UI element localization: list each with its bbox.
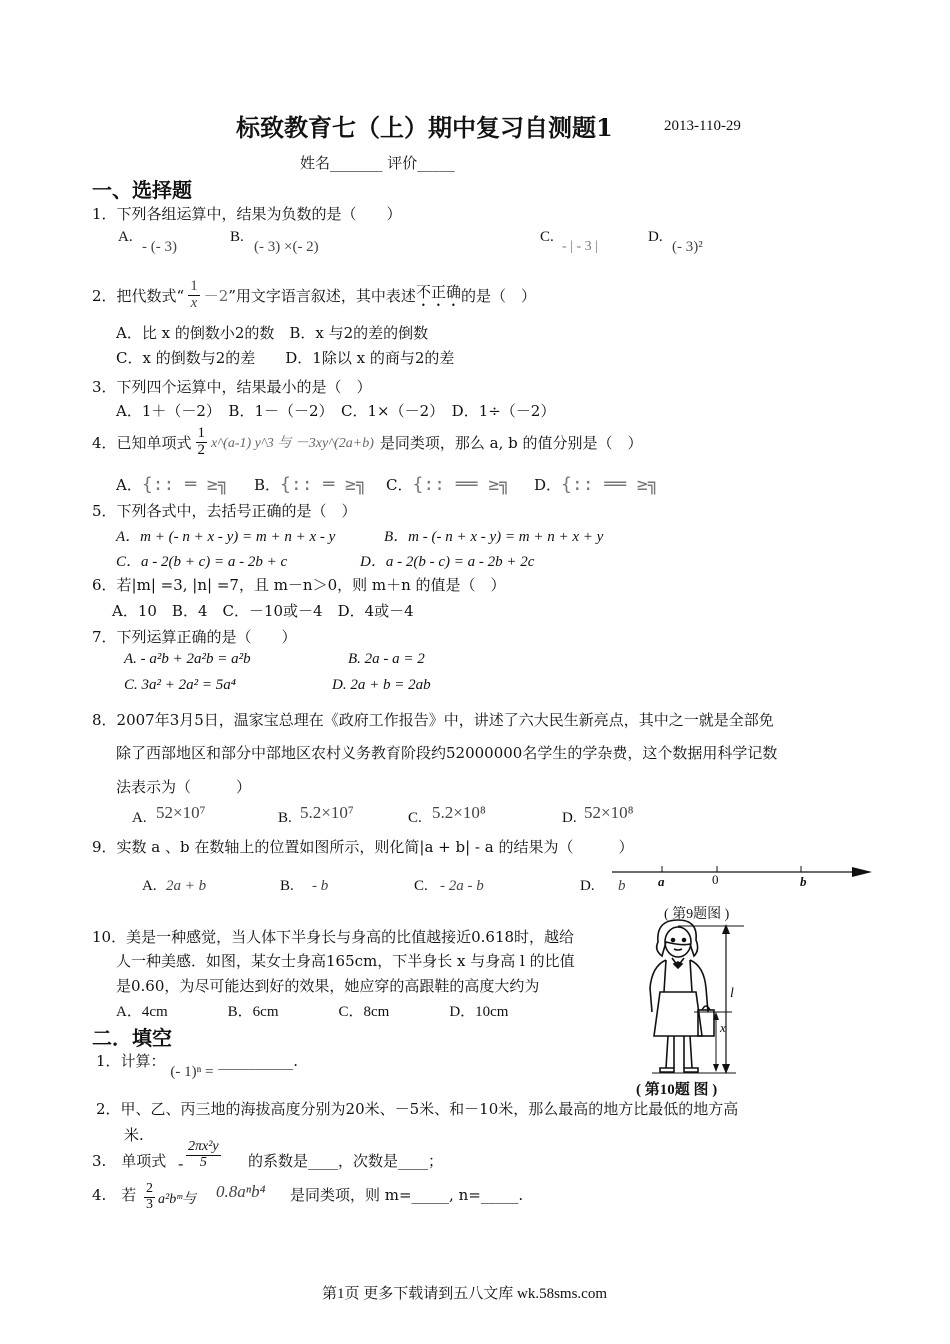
fill-q3-post: 的系数是____，次数是____； xyxy=(248,1152,444,1170)
q7-option-b: B. 2a - a = 2 xyxy=(348,651,425,667)
q8-expr-c: 5.2×10⁸ xyxy=(432,803,486,822)
q9-expr-a: 2a + b xyxy=(166,878,207,894)
q8-option-b: B. xyxy=(278,810,292,826)
number-line-figure xyxy=(600,858,880,898)
q1-option-c: C. xyxy=(540,229,554,245)
q10-options: A．4cm B．6cm C．8cm D．10cm xyxy=(116,1004,509,1020)
q8-expr-a: 52×10⁷ xyxy=(156,803,206,822)
q8-line3: 法表示为（ ） xyxy=(116,778,252,796)
q1-stem: 1．下列各组运算中，结果为负数的是（ ） xyxy=(92,205,402,223)
q5-option-c: C．a - 2(b + c) = a - 2b + c xyxy=(116,554,288,570)
q4-fraction: $\frac{1}{2}$ xyxy=(197,425,206,458)
q4-option-b: B．{:: ═ ≥╗ xyxy=(254,474,367,495)
q5-stem: 5．下列各式中，去括号正确的是（ ） xyxy=(92,502,357,520)
q1-expr-b: (- 3) ×(- 2) xyxy=(254,239,319,255)
q9-expr-d: b xyxy=(618,878,626,894)
q4-option-d: D．{:: ══ ≥╗ xyxy=(534,474,659,495)
q9-stem: 9．实数 a 、b 在数轴上的位置如图所示，则化简|a + b| - a 的结果为（ ） xyxy=(92,838,634,856)
fill-q4-pre: 4. 若 xyxy=(92,1186,137,1204)
q1-expr-c: - | - 3 | xyxy=(562,239,598,254)
fill-q3-fraction: $\frac{\text{2πx²y}}{5}$ xyxy=(188,1139,219,1170)
q7-stem: 7．下列运算正确的是（ ） xyxy=(92,628,297,646)
number-line-label-a: a xyxy=(658,874,665,889)
q8-line1: 8．2007年3月5日，温家宝总理在《政府工作报告》中，讲述了六大民生新亮点，其中之一就是全部免 xyxy=(92,711,774,729)
name-field-label: 姓名_______ xyxy=(300,154,383,172)
q8-expr-d: 52×10⁸ xyxy=(584,803,634,822)
q6-stem: 6．若|m| =3, |n| =7，且 m－n＞0，则 m＋n 的值是（ ） xyxy=(92,576,506,594)
q8-option-d: D. xyxy=(562,810,577,826)
number-line-label-zero: 0 xyxy=(712,872,719,887)
q4-stem: 4．已知单项式 $\frac{1}{2}$ x^(a-1) y^3 与 －3xy^(2a+b) 是同类项，那么 a, b 的值分别是（ ） xyxy=(92,425,643,458)
fig10-label-l: l xyxy=(730,986,734,1001)
q1-option-d: D. xyxy=(648,229,663,245)
q2-options-line1: A．比 x 的倒数小2的数 B．x 与2的差的倒数 xyxy=(116,324,429,342)
q10-line2: 人一种美感．如图，某女士身高165cm，下半身长 x 与身高 l 的比值 xyxy=(116,952,575,970)
q1-option-b: B. xyxy=(230,229,244,245)
q4-option-c: C．{:: ══ ≥╗ xyxy=(386,474,511,495)
q9-option-c: C. xyxy=(414,878,428,894)
q8-option-c: C. xyxy=(408,810,422,826)
q9-option-d: D. xyxy=(580,878,595,894)
fill-q4-term2: 0.8aⁿb⁴ xyxy=(216,1182,266,1201)
q10-line1: 10．美是一种感觉，当人体下半身长与身高的比值越接近0.618时，越给 xyxy=(92,928,575,946)
q1-expr-a: - (- 3) xyxy=(142,239,177,255)
fill-q4-fraction: $\frac{2}{3}$ xyxy=(146,1181,153,1212)
q6-options: A．10 B．4 C．－10或－4 D．4或－4 xyxy=(112,602,414,620)
q9-expr-b: - b xyxy=(312,878,329,894)
q3-stem: 3．下列四个运算中，结果最小的是（ ） xyxy=(92,378,372,396)
q2-options-line2: C．x 的倒数与2的差 D．1除以 x 的商与2的差 xyxy=(116,349,455,367)
section-heading-fill: 二．填空 xyxy=(92,1026,172,1050)
q2-stem: 2．把代数式“ $\frac{1}{x}$ －2 ”用文字语言叙述，其中表述 不正确 的是（ ） xyxy=(92,278,536,311)
woman-height-figure xyxy=(636,916,766,1076)
q7-option-c: C. 3a² + 2a² = 5a⁴ xyxy=(124,677,236,693)
q3-options: A．1＋（－2） B．1－（－2） C．1×（－2） D．1÷（－2） xyxy=(116,402,556,420)
fill-q2-line1: 2．甲、乙、丙三地的海拔高度分别为20米、－5米、和－10米，那么最高的地方比最低的地方高 xyxy=(96,1100,739,1118)
number-line-label-b: b xyxy=(800,874,807,889)
q5-option-d: D．a - 2(b - c) = a - 2b + 2c xyxy=(360,554,535,570)
q8-option-a: A. xyxy=(132,810,147,826)
fig10-label-x: x xyxy=(720,1020,726,1035)
fig9-caption: ( 第9题图 ) xyxy=(664,907,730,922)
q10-line3: 是0.60，为尽可能达到好的效果，她应穿的高跟鞋的高度大约为 xyxy=(116,977,540,995)
fig10-caption: ( 第10题 图 ) xyxy=(636,1082,718,1098)
fill-q2-line2: 米. xyxy=(124,1126,144,1144)
fill-q3-minus: - xyxy=(178,1154,184,1173)
q4-system-b-icon: {:: ═ ≥╗ xyxy=(280,474,367,495)
q8-line2: 除了西部地区和部分中部地区农村义务教育阶段约52000000名学生的学杂费，这个数据用科学记数 xyxy=(116,744,778,762)
date-label: 2013-110-29 xyxy=(664,118,741,134)
q7-option-d: D. 2a + b = 2ab xyxy=(332,677,431,693)
q1-expr-d: (- 3)² xyxy=(672,239,703,255)
q2-fraction: $\frac{1}{x}$ xyxy=(190,278,198,311)
q9-expr-c: - 2a - b xyxy=(440,878,484,894)
page-title: 标致教育七（上）期中复习自测题1 xyxy=(236,113,613,142)
student-info xyxy=(300,152,455,173)
q9-option-a: A. xyxy=(142,878,157,894)
section-heading-choice: 一、选择题 xyxy=(92,178,192,202)
q5-option-b: B．m - (- n + x - y) = m + n + x + y xyxy=(384,529,604,545)
q4-system-a-icon: {:: ═ ≥╗ xyxy=(141,474,229,495)
fill-q1: 1．计算： (- 1)ⁿ = __________. xyxy=(96,1052,299,1080)
fill-q4-post: 是同类项，则 m=_____, n=_____. xyxy=(290,1186,524,1204)
q4-system-d-icon: {:: ══ ≥╗ xyxy=(561,474,659,495)
page-footer: 第1页 更多下载请到五八文库 wk.58sms.com xyxy=(322,1286,608,1302)
q8-expr-b: 5.2×10⁷ xyxy=(300,803,354,822)
q4-option-a: A．{:: ═ ≥╗ xyxy=(116,474,229,495)
q9-option-b: B. xyxy=(280,878,294,894)
q4-system-c-icon: {:: ══ ≥╗ xyxy=(412,474,511,495)
fill-q4-term1: a²bᵐ与 xyxy=(158,1192,197,1207)
q1-option-a: A. xyxy=(118,229,133,245)
q7-option-a: A. - a²b + 2a²b = a²b xyxy=(124,651,251,667)
grade-field-label: 评价_____ xyxy=(387,154,455,172)
q5-option-a: A．m + (- n + x - y) = m + n + x - y xyxy=(116,529,336,545)
fill-q3-pre: 3. 单项式 xyxy=(92,1152,167,1170)
